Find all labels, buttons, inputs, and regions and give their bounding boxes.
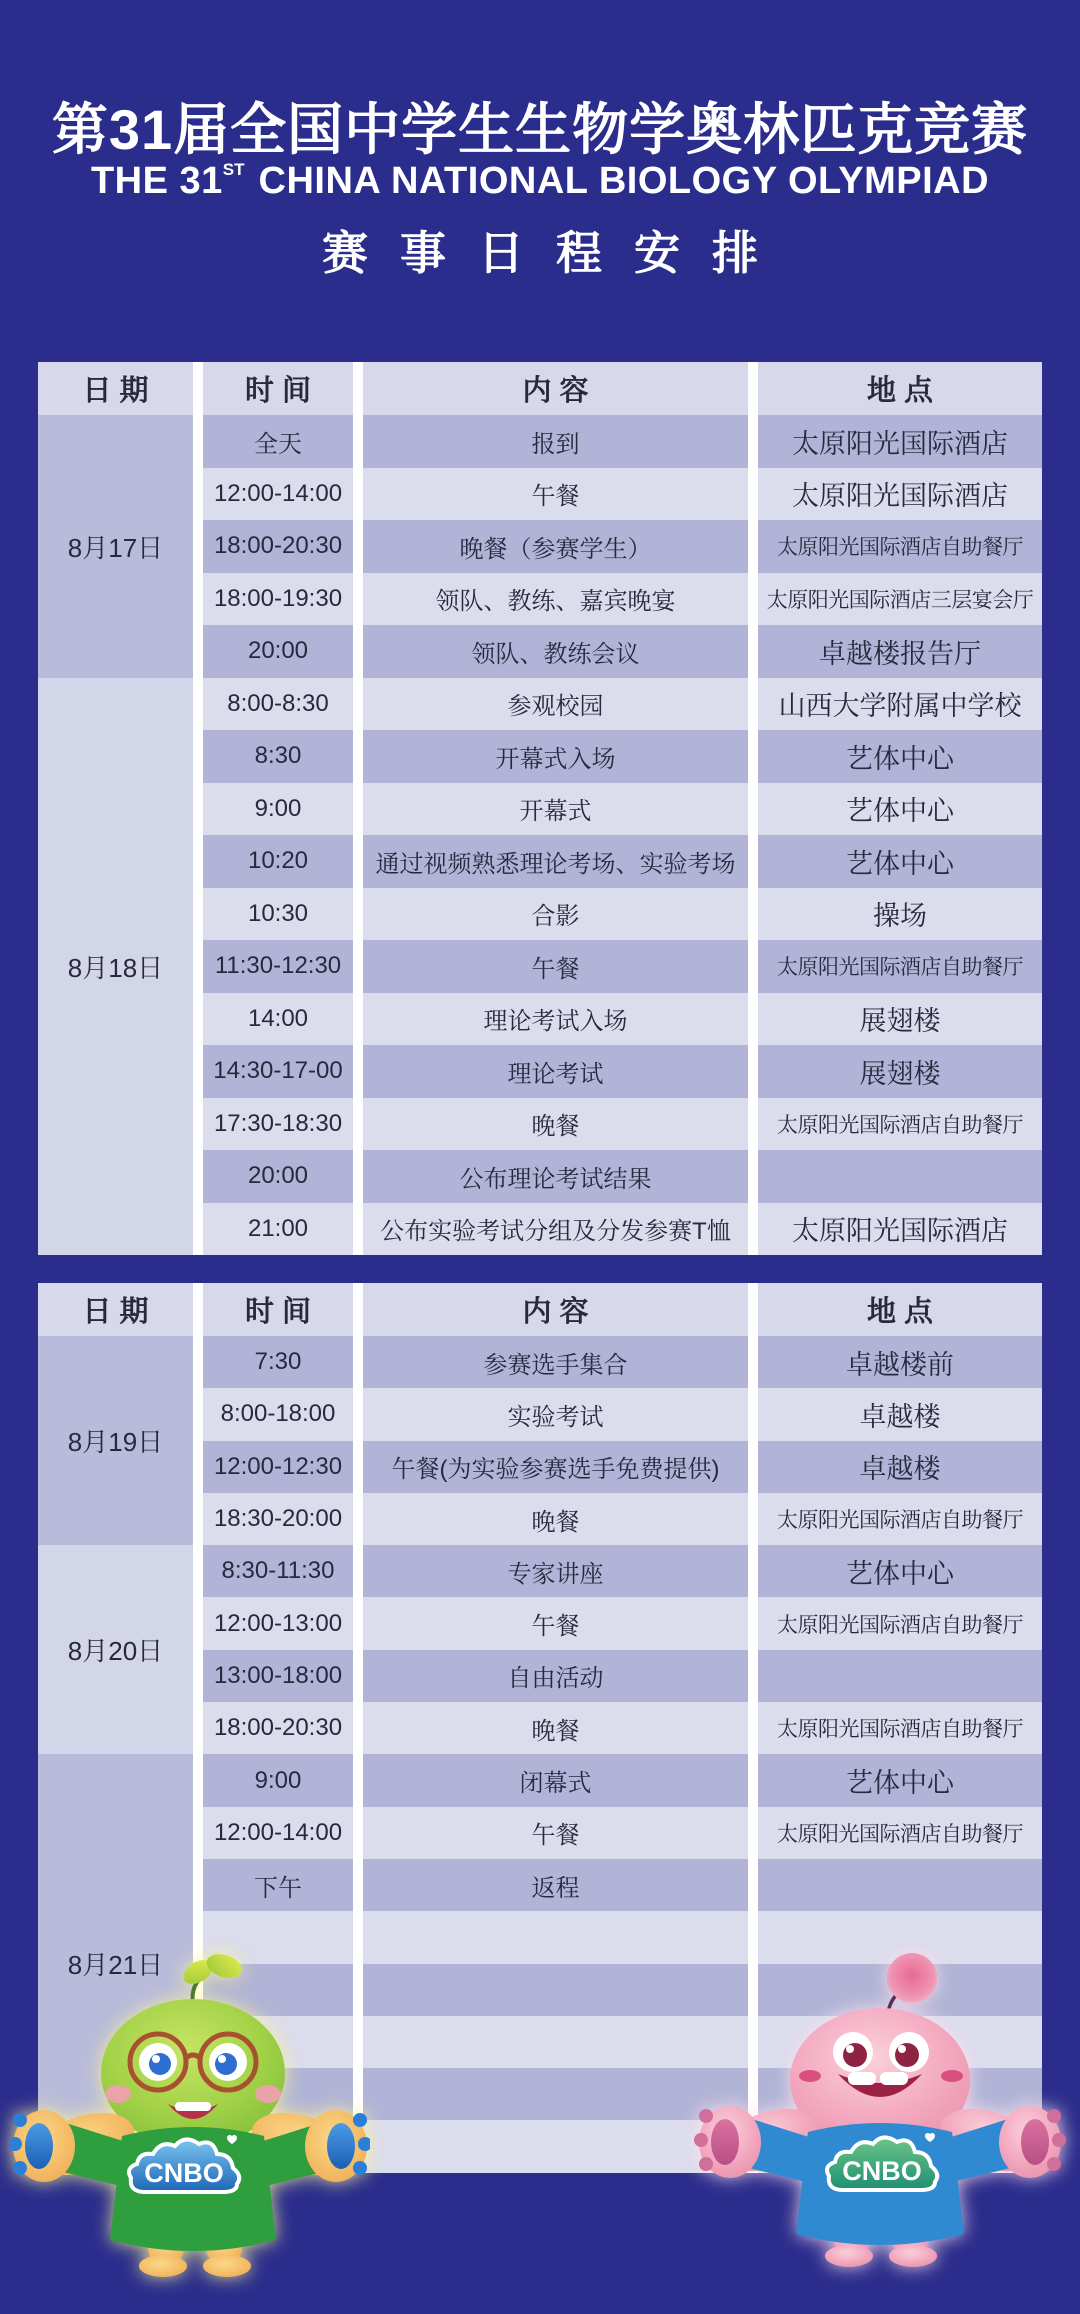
- title-en-suffix: CHINA NATIONAL BIOLOGY OLYMPIAD: [258, 160, 990, 202]
- column-header: 内 容: [363, 1283, 748, 1336]
- time-cell: 18:30-20:00: [203, 1493, 353, 1545]
- title-en-ordinal: ST: [222, 160, 245, 179]
- content-cell: 开幕式入场: [363, 730, 748, 783]
- time-cell: 20:00: [203, 1150, 353, 1203]
- content-cell: 通过视频熟悉理论考场、实验考场: [363, 835, 748, 888]
- column-header: 日 期: [38, 362, 193, 415]
- content-cell: 闭幕式: [363, 1754, 748, 1806]
- loc-cell: 太原阳光国际酒店自助餐厅: [758, 520, 1042, 573]
- content-cell: 领队、教练会议: [363, 625, 748, 678]
- date-cell: 8月17日: [38, 415, 193, 678]
- column-header: 时 间: [203, 362, 353, 415]
- time-cell: 10:20: [203, 835, 353, 888]
- time-cell: 下午: [203, 1859, 353, 1911]
- content-cell: 开幕式: [363, 783, 748, 836]
- pink-mascot-pom-antenna: [887, 1953, 937, 2012]
- time-cell: 12:00-14:00: [203, 1807, 353, 1859]
- time-cell: 8:00-18:00: [203, 1388, 353, 1440]
- content-cell: 参赛选手集合: [363, 1336, 748, 1388]
- loc-cell: 太原阳光国际酒店: [758, 468, 1042, 521]
- column-date: [38, 362, 193, 1255]
- schedule-table-1: [38, 362, 1042, 1255]
- loc-cell: 太原阳光国际酒店自助餐厅: [758, 1098, 1042, 1151]
- column-header: 日 期: [38, 1283, 193, 1336]
- loc-cell: [758, 1650, 1042, 1702]
- loc-cell: [758, 1859, 1042, 1911]
- content-cell: 午餐: [363, 468, 748, 521]
- time-cell: 18:00-20:30: [203, 1702, 353, 1754]
- column-header: 地 点: [758, 362, 1042, 415]
- column-time: [203, 362, 353, 1255]
- content-cell: 参观校园: [363, 678, 748, 731]
- loc-cell: 艺体中心: [758, 835, 1042, 888]
- column-header: 时 间: [203, 1283, 353, 1336]
- mascot-pink-character: [688, 1948, 1073, 2268]
- time-cell: 8:00-8:30: [203, 678, 353, 731]
- poster-subtitle: 赛事日程安排: [322, 227, 790, 279]
- loc-cell: 艺体中心: [758, 730, 1042, 783]
- loc-cell: 卓越楼: [758, 1388, 1042, 1440]
- green-mascot-badge-label: CNBO: [144, 2158, 224, 2188]
- time-cell: 11:30-12:30: [203, 940, 353, 993]
- time-cell: 8:30-11:30: [203, 1545, 353, 1597]
- content-cell: 公布理论考试结果: [363, 1150, 748, 1203]
- content-cell: 午餐: [363, 1807, 748, 1859]
- content-cell: 午餐: [363, 1597, 748, 1649]
- date-cell: 8月18日: [38, 678, 193, 1256]
- content-cell: 理论考试: [363, 1045, 748, 1098]
- loc-cell: 太原阳光国际酒店自助餐厅: [758, 1493, 1042, 1545]
- content-cell: 晚餐（参赛学生）: [363, 520, 748, 573]
- loc-cell: 卓越楼: [758, 1441, 1042, 1493]
- loc-cell: 卓越楼报告厅: [758, 625, 1042, 678]
- loc-cell: 展翅楼: [758, 993, 1042, 1046]
- title-en-prefix: THE 31: [90, 160, 223, 202]
- loc-cell: 太原阳光国际酒店自助餐厅: [758, 940, 1042, 993]
- loc-cell: [758, 1150, 1042, 1203]
- time-cell: 18:00-19:30: [203, 573, 353, 626]
- loc-cell: 艺体中心: [758, 1545, 1042, 1597]
- content-cell: 午餐: [363, 940, 748, 993]
- content-cell: 自由活动: [363, 1650, 748, 1702]
- column-header: 地 点: [758, 1283, 1042, 1336]
- content-cell: 返程: [363, 1859, 748, 1911]
- poster-title-english: [0, 160, 1080, 203]
- loc-cell: 操场: [758, 888, 1042, 941]
- loc-cell: 卓越楼前: [758, 1336, 1042, 1388]
- pink-mascot-badge-label: CNBO: [842, 2156, 922, 2186]
- loc-cell: 太原阳光国际酒店自助餐厅: [758, 1807, 1042, 1859]
- time-cell: 21:00: [203, 1203, 353, 1256]
- green-mascot-sprout-antenna: [179, 1950, 244, 2004]
- time-cell: 12:00-14:00: [203, 468, 353, 521]
- time-cell: 14:30-17-00: [203, 1045, 353, 1098]
- column-loc: [758, 362, 1042, 1255]
- content-cell: 晚餐: [363, 1702, 748, 1754]
- time-cell: 10:30: [203, 888, 353, 941]
- content-cell: 合影: [363, 888, 748, 941]
- loc-cell: 艺体中心: [758, 1754, 1042, 1806]
- content-cell: 晚餐: [363, 1493, 748, 1545]
- poster-title-chinese: 第31届全国中学生生物学奥林匹克竞赛: [51, 98, 1029, 161]
- loc-cell: 太原阳光国际酒店三层宴会厅: [758, 573, 1042, 626]
- time-cell: 7:30: [203, 1336, 353, 1388]
- loc-cell: 太原阳光国际酒店自助餐厅: [758, 1597, 1042, 1649]
- time-cell: 9:00: [203, 783, 353, 836]
- content-cell: 领队、教练、嘉宾晚宴: [363, 573, 748, 626]
- loc-cell: 山西大学附属中学校: [758, 678, 1042, 731]
- content-cell: 报到: [363, 415, 748, 468]
- time-cell: 12:00-13:00: [203, 1597, 353, 1649]
- loc-cell: 太原阳光国际酒店: [758, 1203, 1042, 1256]
- content-cell: 晚餐: [363, 1098, 748, 1151]
- date-cell: 8月19日: [38, 1336, 193, 1545]
- time-cell: 9:00: [203, 1754, 353, 1806]
- time-cell: 14:00: [203, 993, 353, 1046]
- loc-cell: 太原阳光国际酒店: [758, 415, 1042, 468]
- time-cell: 全天: [203, 415, 353, 468]
- loc-cell: 太原阳光国际酒店自助餐厅: [758, 1702, 1042, 1754]
- content-cell: 专家讲座: [363, 1545, 748, 1597]
- time-cell: 12:00-12:30: [203, 1441, 353, 1493]
- mascot-green-character: [10, 1948, 370, 2278]
- content-cell: 实验考试: [363, 1388, 748, 1440]
- content-cell: 公布实验考试分组及分发参赛T恤: [363, 1203, 748, 1256]
- date-cell: 8月20日: [38, 1545, 193, 1754]
- time-cell: 13:00-18:00: [203, 1650, 353, 1702]
- column-content: [363, 362, 748, 1255]
- time-cell: 8:30: [203, 730, 353, 783]
- column-header: 内 容: [363, 362, 748, 415]
- content-cell: 午餐(为实验参赛选手免费提供): [363, 1441, 748, 1493]
- time-cell: 18:00-20:30: [203, 520, 353, 573]
- loc-cell: 展翅楼: [758, 1045, 1042, 1098]
- content-cell: 理论考试入场: [363, 993, 748, 1046]
- date-cell: 8月21日: [38, 1754, 193, 2172]
- loc-cell: 艺体中心: [758, 783, 1042, 836]
- time-cell: 17:30-18:30: [203, 1098, 353, 1151]
- time-cell: 20:00: [203, 625, 353, 678]
